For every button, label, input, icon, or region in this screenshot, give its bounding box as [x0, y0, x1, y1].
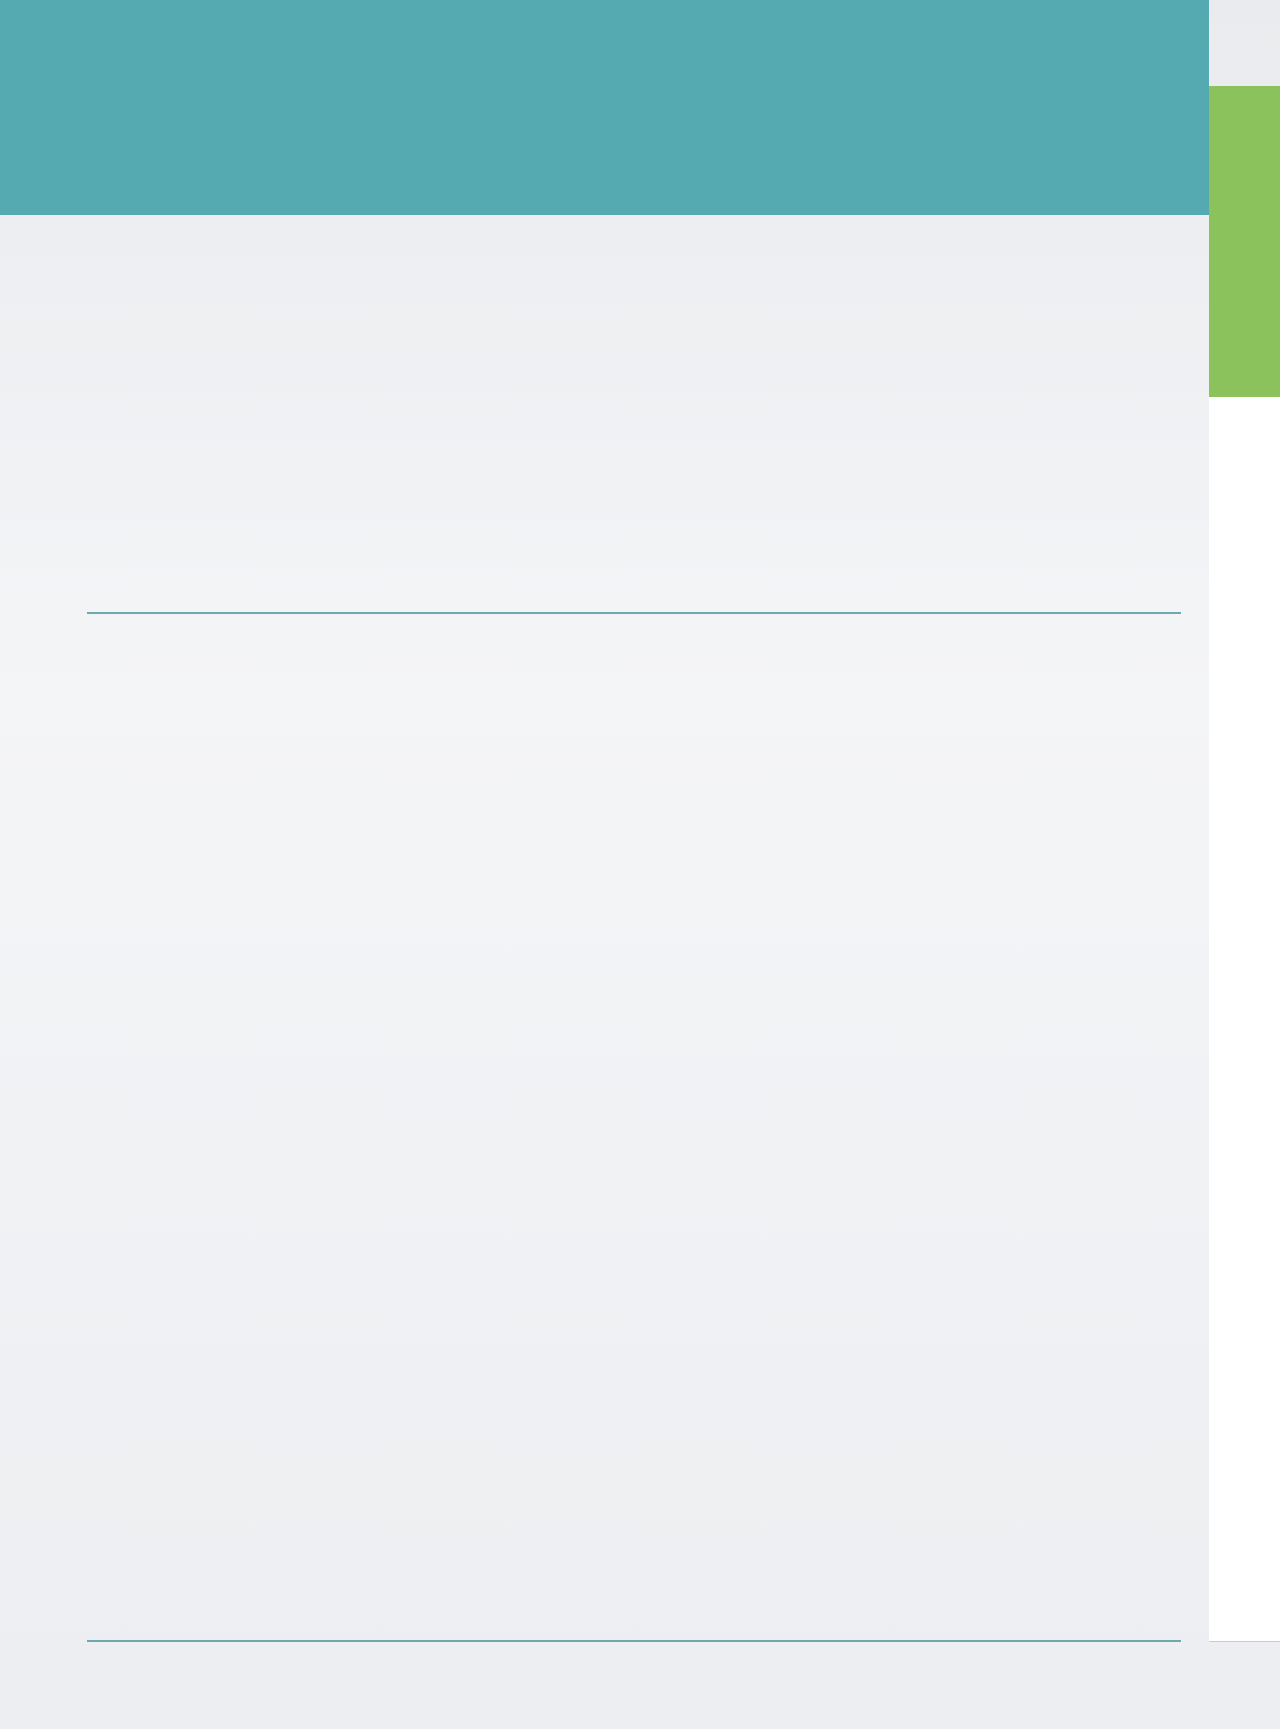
nav-tab-1[interactable] — [1209, 397, 1280, 709]
side-nav — [1209, 86, 1280, 1646]
header-band — [0, 0, 1209, 215]
short-table-bottom-rule — [87, 612, 1181, 614]
nav-tab-4[interactable] — [1209, 1330, 1280, 1642]
cap-table-bottom-rule — [87, 1640, 1181, 1642]
nav-tab-2[interactable] — [1209, 708, 1280, 1020]
nav-tab-3[interactable] — [1209, 1019, 1280, 1331]
nav-tab-0[interactable] — [1209, 86, 1280, 398]
